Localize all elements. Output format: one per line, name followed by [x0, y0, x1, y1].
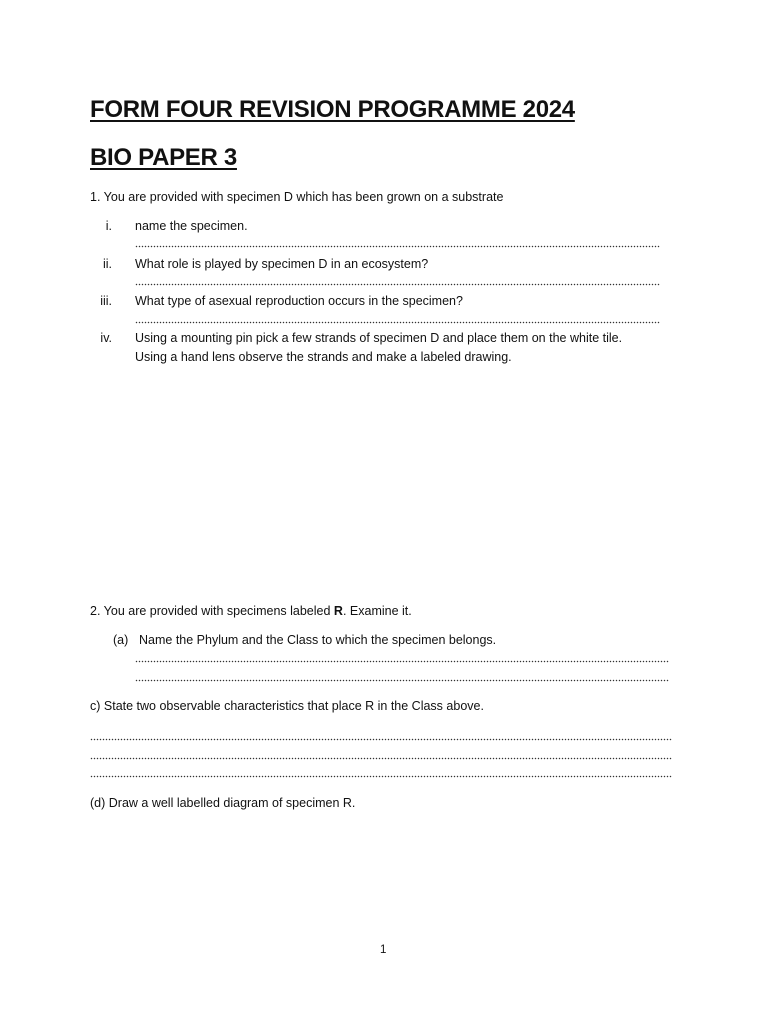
- q2-a-text: Name the Phylum and the Class to which the specimen belongs.: [139, 633, 497, 647]
- q1-item-text: name the specimen.: [135, 219, 248, 233]
- specimen-label: R: [333, 604, 343, 618]
- q1-item-number: iv.: [100, 331, 112, 345]
- q1-item-number: ii.: [102, 257, 112, 271]
- paper-subtitle: BIO PAPER 3: [90, 144, 237, 171]
- document-title: FORM FOUR REVISION PROGRAMME 2024: [90, 96, 575, 123]
- answer-line: [135, 318, 660, 326]
- q1-item-number: iii.: [100, 294, 112, 308]
- page-number: 1: [380, 944, 387, 956]
- q1-item-text: What type of asexual reproduction occurs in the specimen?: [135, 294, 463, 308]
- q2-intro-start: 2. You are provided with specimens labeled: [90, 604, 334, 618]
- q1-item-text-continued: Using a hand lens observe the strands and make a labeled drawing.: [135, 350, 512, 364]
- q1-item-text: What role is played by specimen D in an ecosystem?: [135, 257, 429, 271]
- answer-line: [90, 735, 672, 743]
- q2-intro-end: . Examine it.: [342, 604, 412, 618]
- q1-intro: 1. You are provided with specimen D which has been grown on a substrate: [90, 190, 504, 204]
- q2-d-text: (d) Draw a well labelled diagram of specimen R.: [90, 796, 356, 810]
- answer-line: [90, 754, 672, 762]
- answer-line: [90, 772, 672, 780]
- q2-intro: [90, 603, 412, 619]
- answer-line: [135, 657, 669, 665]
- answer-line: [135, 242, 660, 250]
- answer-line: [135, 280, 660, 288]
- q2-c-text: c) State two observable characteristics that place R in the Class above.: [90, 699, 484, 713]
- q2-a-label: (a): [113, 633, 129, 647]
- answer-line: [135, 676, 669, 684]
- q1-item-text: Using a mounting pin pick a few strands of specimen D and place them on the white tile.: [135, 331, 623, 345]
- q1-item-number: i.: [105, 219, 112, 233]
